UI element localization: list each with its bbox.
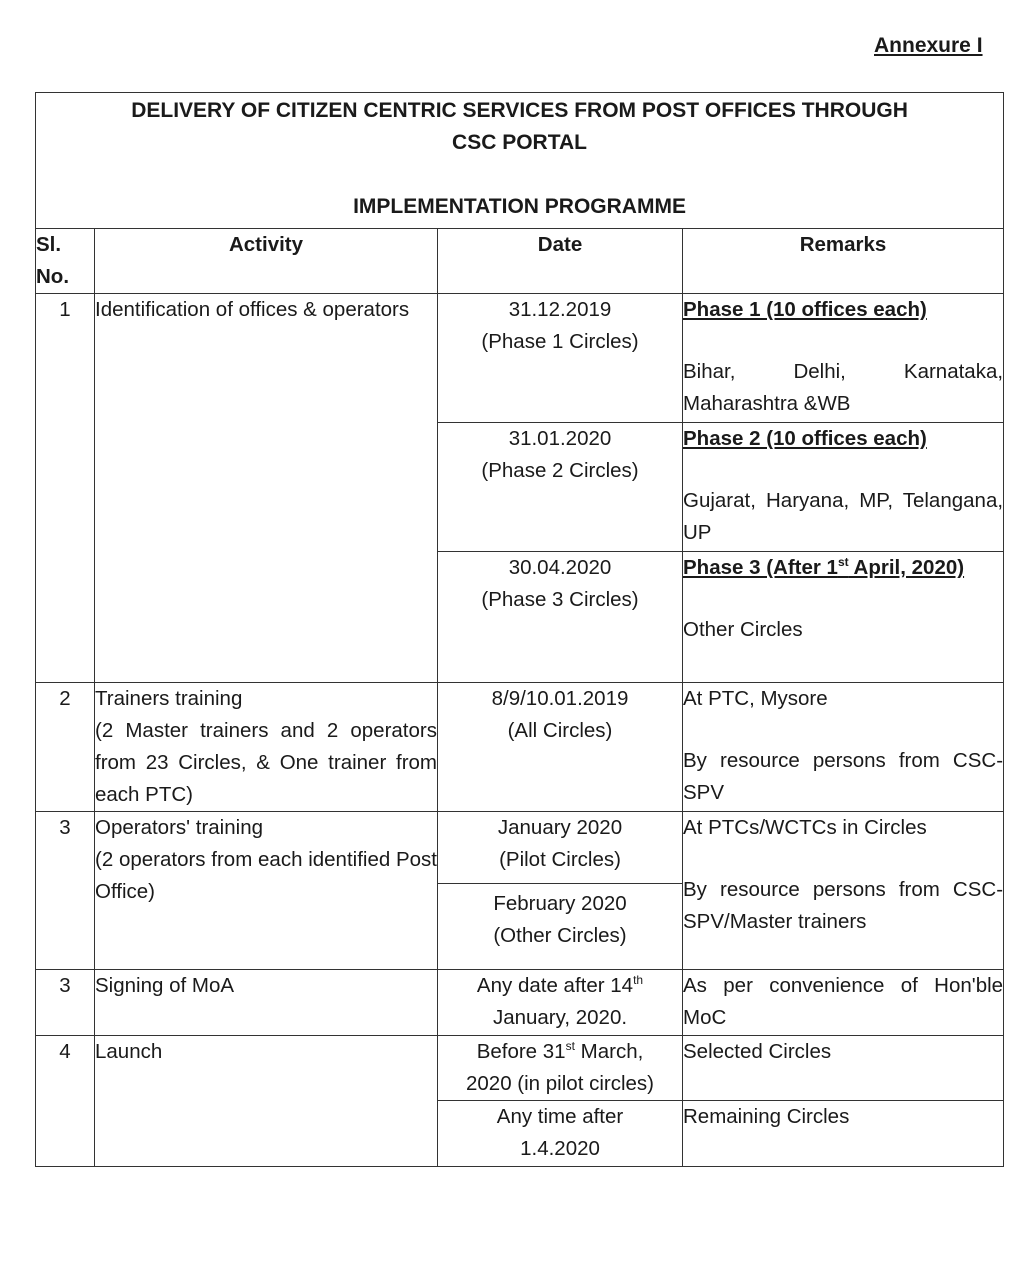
row-number: 3	[36, 970, 95, 1036]
activity-cell: Identification of offices & operators	[95, 294, 438, 683]
title-line-2: CSC PORTAL	[452, 131, 587, 154]
activity-cell: Operators' training (2 operators from each identified Post Office)	[95, 812, 438, 970]
activity-cell: Trainers training (2 Master trainers and 2 operators from 23 Circles, & One trainer from each PTC)	[95, 683, 438, 812]
column-header-row	[36, 229, 1004, 294]
remarks-cell: At PTC, Mysore By resource persons from CSC-SPV	[683, 683, 1004, 812]
date-cell: Any time after 1.4.2020	[438, 1101, 683, 1167]
date-cell: 8/9/10.01.2019 (All Circles)	[438, 683, 683, 812]
table-subtitle: IMPLEMENTATION PROGRAMME	[353, 195, 686, 218]
phase-heading: Phase 3 (After 1st April, 2020)	[683, 555, 965, 579]
date-cell: February 2020 (Other Circles)	[438, 884, 683, 970]
table-row	[36, 812, 1004, 884]
col-header-sl: Sl. No.	[36, 229, 95, 294]
col-header-activity: Activity	[95, 229, 438, 294]
table-row	[36, 970, 1004, 1036]
remarks-cell: At PTCs/WCTCs in Circles By resource persons from CSC-SPV/Master trainers	[683, 812, 1004, 970]
col-header-remarks: Remarks	[683, 229, 1004, 294]
title-line-1: DELIVERY OF CITIZEN CENTRIC SERVICES FROM POST OFFICES THROUGH	[131, 99, 908, 122]
row-number: 4	[36, 1036, 95, 1167]
activity-cell: Launch	[95, 1036, 438, 1167]
date-cell: January 2020 (Pilot Circles)	[438, 812, 683, 884]
remarks-cell: Remaining Circles	[683, 1101, 1004, 1167]
col-header-date: Date	[438, 229, 683, 294]
date-cell: Any date after 14th January, 2020.	[438, 970, 683, 1036]
row-number: 3	[36, 812, 95, 970]
table-row	[36, 1036, 1004, 1101]
remarks-cell: Selected Circles	[683, 1036, 1004, 1101]
date-cell: 31.01.2020 (Phase 2 Circles)	[438, 423, 683, 552]
implementation-table	[35, 92, 1004, 1167]
date-cell: 30.04.2020 (Phase 3 Circles)	[438, 552, 683, 683]
remarks-cell: Phase 3 (After 1st April, 2020) Other Circles	[683, 552, 1004, 683]
activity-cell: Signing of MoA	[95, 970, 438, 1036]
annexure-label: Annexure I	[874, 34, 983, 57]
table-row	[36, 294, 1004, 423]
table-row	[36, 683, 1004, 812]
date-cell: Before 31st March, 2020 (in pilot circles)	[438, 1036, 683, 1101]
remarks-cell: As per convenience of Hon'ble MoC	[683, 970, 1004, 1036]
row-number: 2	[36, 683, 95, 812]
remarks-cell: Phase 2 (10 offices each) Gujarat, Haryana, MP, Telangana, UP	[683, 423, 1004, 552]
phase-heading: Phase 1 (10 offices each)	[683, 298, 927, 321]
row-number: 1	[36, 294, 95, 683]
table-header-title	[36, 93, 1004, 229]
remarks-cell: Phase 1 (10 offices each) Bihar, Delhi, Karnataka, Maharashtra &WB	[683, 294, 1004, 423]
date-cell: 31.12.2019 (Phase 1 Circles)	[438, 294, 683, 423]
phase-heading: Phase 2 (10 offices each)	[683, 427, 927, 450]
